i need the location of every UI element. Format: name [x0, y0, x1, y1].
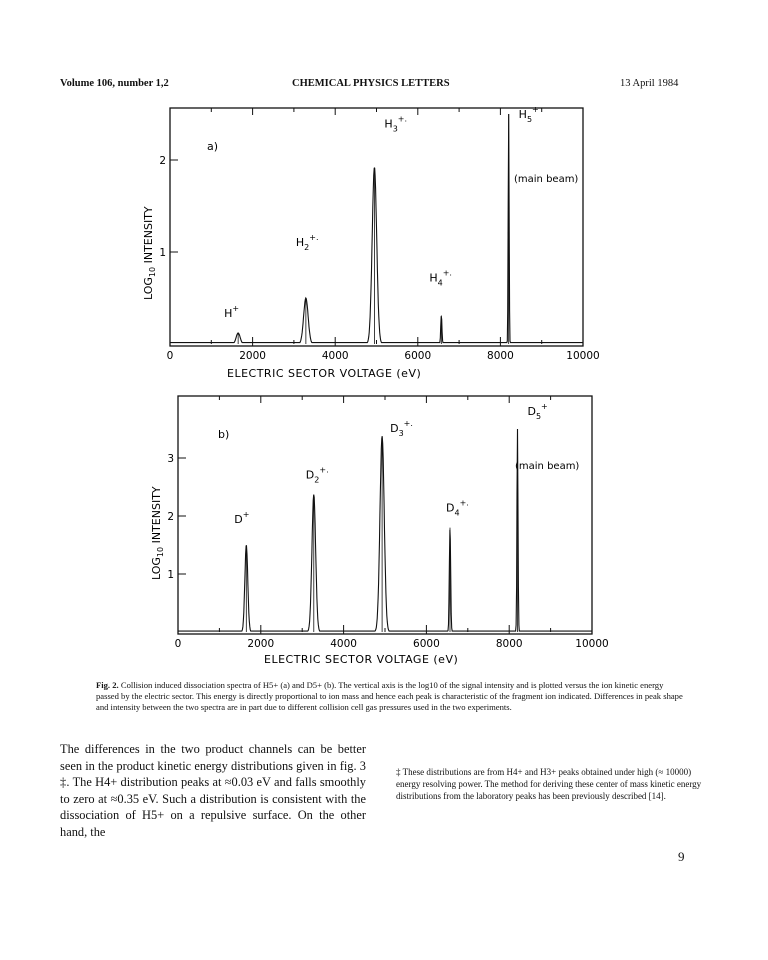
ion-label-b-1: D+ [234, 510, 250, 526]
x-axis-label-a: ELECTRIC SECTOR VOLTAGE (eV) [227, 367, 422, 380]
ion-label-a-5: $H_5^+$ [518, 105, 539, 124]
caption-text: Collision induced dissociation spectra of H5+ (a) and D5+ (b). The vertical axis is the log10 of the signal intensity and is plotted versus the ion kinetic energy passed by the electric sector. This energy is directly proportional to ion mass and hence each peak is characteristic of the fragment ion indicated. Differences in peak shape and intensity between the two spectra are in part due to different collision cell gas pressures used in the two experiments. [96, 680, 683, 712]
x-tick-label-a: 4000 [321, 350, 349, 362]
x-tick-label-b: 4000 [330, 638, 357, 650]
spectrum-trace-b [178, 429, 592, 631]
journal-title: CHEMICAL PHYSICS LETTERS [292, 78, 450, 89]
ion-label-b-5: $D_5^+$ [527, 402, 548, 421]
x-tick-label-a: 8000 [487, 350, 514, 362]
figure-caption [96, 680, 686, 713]
y-tick-label-a: 1 [159, 247, 166, 259]
x-tick-label-b: 2000 [247, 638, 275, 650]
x-tick-label-b: 10000 [575, 638, 609, 650]
ion-label-b-2: $D_2^{+.}$ [305, 465, 329, 485]
main-beam-label-a: (main beam) [514, 174, 579, 185]
x-tick-label-b: 6000 [413, 638, 440, 650]
x-tick-label-a: 2000 [239, 350, 266, 362]
x-tick-label-a: 10000 [566, 350, 600, 362]
ion-label-b-4: $D_4^{+.}$ [445, 498, 469, 518]
x-tick-label-b: 8000 [495, 638, 523, 650]
issue-date: 13 April 1984 [620, 78, 679, 89]
peaks-b [178, 429, 592, 632]
journal-volume: Volume 106, number 1,2 [60, 78, 169, 89]
ion-label-a-3: $H_3^{+.}$ [384, 114, 408, 134]
body-paragraph: The differences in the two product channels can be better seen in the product kinetic energy distributions given in fig. 3 ‡. The H4+ distribution peaks at ≈0.03 eV and falls smoothly to zero at ≈0.35 eV. Such a distribution is consistent with the dissociation of H5+ on a repulsive surface. On the other hand, the [60, 742, 366, 839]
y-tick-label-b: 1 [167, 569, 174, 581]
x-tick-label-b: 0 [174, 638, 182, 650]
panel-label-b: b) [218, 428, 230, 441]
x-axis-label-b: ELECTRIC SECTOR VOLTAGE (eV) [264, 653, 459, 666]
ion-label-b-3: $D_3^{+.}$ [390, 418, 413, 438]
panel-b [150, 396, 609, 666]
y-tick-label-b: 2 [167, 511, 174, 523]
ion-label-a-2: $H_2^{+.}$ [295, 233, 319, 252]
panel-a [142, 105, 600, 380]
y-tick-label-b: 3 [167, 453, 174, 465]
x-tick-label-a: 0 [166, 350, 174, 362]
ion-labels-a [224, 105, 539, 320]
y-tick-label-a: 2 [159, 155, 166, 167]
ion-labels-b [234, 402, 547, 526]
y-axis-label-b: $LOG_{10}$ INTENSITY [150, 486, 165, 580]
panel-label-a: a) [207, 140, 219, 153]
ion-label-a-4: $H_4^{+.}$ [429, 268, 452, 288]
page-number: 9 [678, 849, 685, 864]
x-tick-label-a: 6000 [404, 350, 432, 362]
ion-label-a-1: H+ [224, 303, 240, 320]
main-beam-label-b: (main beam) [515, 461, 580, 472]
caption-label: Fig. 2. [96, 680, 119, 690]
y-axis-label-a: $LOG_{10}$ INTENSITY [142, 206, 157, 300]
footnote: ‡ These distributions are from H4+ and H3+ peaks obtained under high (≈ 10000) energy resolving power. The method for deriving these center of mass kinetic energy distributions from the laboratory peaks has been previously described [14]. [396, 767, 702, 801]
